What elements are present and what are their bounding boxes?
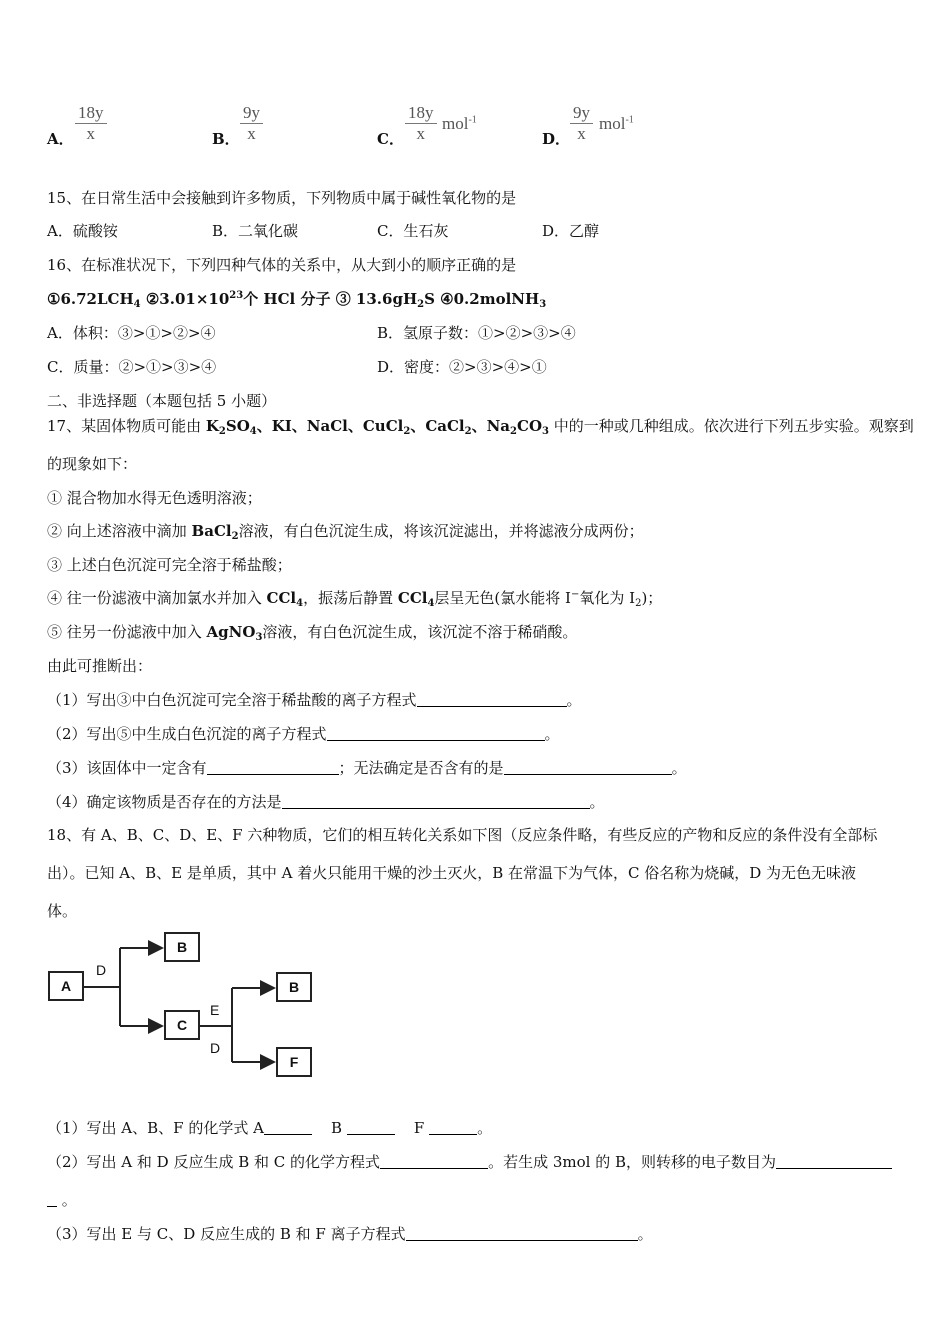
text: （2）写出⑤中生成白色沉淀的离子方程式 xyxy=(47,725,327,743)
sub: 2 xyxy=(403,426,411,437)
q17-line2: 的现象如下： xyxy=(47,455,138,473)
label-d2: D xyxy=(210,1040,221,1056)
text: 。 xyxy=(566,691,582,709)
sub: 2 xyxy=(218,426,226,437)
unit-text: mol xyxy=(599,114,626,133)
q18-part3 xyxy=(47,1223,653,1244)
q16-option-a: A．体积：③>①>②>④ xyxy=(47,324,216,342)
sup: 23 xyxy=(229,290,244,301)
sub: 2 xyxy=(417,299,425,310)
text: （3）写出 E 与 C、D 反应生成的 B 和 F 离子方程式 xyxy=(47,1225,406,1243)
unit-text: mol xyxy=(442,114,469,133)
sub: 3 xyxy=(539,299,547,310)
sub: 2 xyxy=(635,598,642,609)
text: 。若生成 3mol 的 B，则转移的电子数目为 xyxy=(488,1153,776,1171)
text: ④ 往一份滤液中滴加氯水并加入 xyxy=(47,589,267,607)
text: 溶液，有白色沉淀生成，该沉淀不溶于稀硝酸。 xyxy=(262,623,578,641)
text: 层呈无色(氯水能将 I xyxy=(434,589,571,607)
formula: CCl xyxy=(397,589,428,607)
text: 。 xyxy=(61,1191,77,1209)
text: （1）写出 A、B、F 的化学式 A xyxy=(47,1119,264,1137)
text: 。 xyxy=(477,1119,493,1137)
box-c: C xyxy=(164,1010,200,1040)
formula: 、Na xyxy=(471,417,511,435)
answer-blank[interactable] xyxy=(380,1154,488,1169)
answer-blank[interactable] xyxy=(776,1154,892,1169)
unit-exponent: -1 xyxy=(625,114,634,126)
text: 17、某固体物质可能由 xyxy=(47,417,206,435)
formula: 、KI、NaCl、CuCl xyxy=(256,417,404,435)
formula: CO xyxy=(517,417,543,435)
text: 。 xyxy=(637,1225,653,1243)
q15-option-d: D．乙醇 xyxy=(542,222,600,240)
sub: 2 xyxy=(510,426,517,437)
formula: CCl xyxy=(266,589,297,607)
sub: 3 xyxy=(255,632,263,643)
numerator: 18y xyxy=(405,103,437,124)
formula: K xyxy=(205,417,219,435)
sub: 2 xyxy=(231,531,239,542)
numerator: 18y xyxy=(75,103,107,124)
answer-blank[interactable] xyxy=(406,1226,638,1241)
q16-stem: 16、在标准状况下，下列四种气体的关系中，从大到小的顺序正确的是 xyxy=(47,256,517,274)
q15-option-a: A．硫酸铵 xyxy=(47,222,118,240)
answer-blank[interactable] xyxy=(347,1120,395,1135)
q14-option-c-label: C． xyxy=(377,130,404,148)
sub: 4 xyxy=(296,598,304,609)
q15-stem: 15、在日常生活中会接触到许多物质，下列物质中属于碱性氧化物的是 xyxy=(47,189,517,207)
sup: − xyxy=(570,589,580,600)
text: 。 xyxy=(589,793,605,811)
gas-4: ④0.2molNH xyxy=(440,290,540,308)
q18-part2-cont xyxy=(47,1189,77,1210)
text: ，振荡后静置 xyxy=(303,589,398,607)
q15-option-c: C．生石灰 xyxy=(377,222,449,240)
q14-option-b-label: B． xyxy=(212,130,240,148)
text: ② 向上述溶液中滴加 xyxy=(47,522,192,540)
text: （4）确定该物质是否存在的方法是 xyxy=(47,793,282,811)
q18-part1 xyxy=(47,1117,492,1138)
denominator: x xyxy=(247,124,256,143)
q16-option-c: C．质量：②>①>③>④ xyxy=(47,358,217,376)
answer-blank[interactable] xyxy=(47,1192,57,1207)
q16-option-b: B．氢原子数：①>②>③>④ xyxy=(377,324,576,342)
gas-3-rest: S xyxy=(424,290,435,308)
formula: AgNO xyxy=(206,623,256,641)
label-e: E xyxy=(210,1002,220,1018)
q17-step1: ① 混合物加水得无色透明溶液； xyxy=(47,489,262,507)
q14-option-d-label: D． xyxy=(542,130,571,148)
formula: 、CaCl xyxy=(410,417,465,435)
text: 溶液，有白色沉淀生成，将该沉淀滤出，并将滤液分成两份； xyxy=(238,522,644,540)
sub: 4 xyxy=(427,598,435,609)
text: F xyxy=(413,1119,425,1137)
gas-2-rest: 个 HCl 分子 xyxy=(243,290,331,308)
sub: 3 xyxy=(542,426,549,437)
answer-blank[interactable] xyxy=(429,1120,477,1135)
text: ；无法确定是否含有的是 xyxy=(338,759,504,777)
q18-part2 xyxy=(47,1151,892,1172)
numerator: 9y xyxy=(240,103,263,124)
q18-line1: 18、有 A、B、C、D、E、F 六种物质，它们的相互转化关系如下图（反应条件略，有些反应的产物和反应的条件没有全部标 xyxy=(47,826,878,844)
q17-step3: ③ 上述白色沉淀可完全溶于稀盐酸； xyxy=(47,556,292,574)
gas-2: ②3.01×10 xyxy=(145,290,230,308)
sub: 4 xyxy=(249,426,257,437)
sub: 4 xyxy=(133,299,141,310)
text: （3）该固体中一定含有 xyxy=(47,759,207,777)
text: 中的一种或几种组成。依次进行下列五步实验。观察到 xyxy=(548,417,914,435)
box-a: A xyxy=(48,971,84,1001)
q18-line2: 出）。已知 A、B、E 是单质，其中 A 着火只能用干燥的沙土灭火，B 在常温下为气体，C 俗名称为烧碱，D 为无色无味液 xyxy=(47,864,857,882)
q18-line3: 体。 xyxy=(47,902,78,920)
text: （2）写出 A 和 D 反应生成 B 和 C 的化学方程式 xyxy=(47,1153,381,1171)
sub: 2 xyxy=(464,426,472,437)
label-d: D xyxy=(96,962,107,978)
text: 。 xyxy=(544,725,560,743)
denominator: x xyxy=(86,124,95,143)
text: B xyxy=(331,1119,343,1137)
section-heading: 二、非选择题（本题包括 5 小题） xyxy=(47,392,277,410)
box-b2: B xyxy=(276,972,312,1002)
q17-infer: 由此可推断出： xyxy=(47,657,153,675)
box-f: F xyxy=(276,1047,312,1077)
text: 氧化为 I xyxy=(579,589,636,607)
formula: BaCl xyxy=(191,522,232,540)
formula: SO xyxy=(225,417,250,435)
q16-option-d: D．密度：②>③>④>① xyxy=(377,358,547,376)
numerator: 9y xyxy=(570,103,593,124)
q14-option-a-label: A． xyxy=(47,130,74,148)
denominator: x xyxy=(577,124,586,143)
text: 。 xyxy=(671,759,687,777)
gas-3: ③ 13.6gH xyxy=(335,290,418,308)
box-b: B xyxy=(164,932,200,962)
denominator: x xyxy=(416,124,425,143)
gas-1: ①6.72LCH xyxy=(47,290,134,308)
text: ⑤ 往另一份滤液中加入 xyxy=(47,623,207,641)
text: )； xyxy=(641,589,663,607)
answer-blank[interactable] xyxy=(264,1120,312,1135)
text: （1）写出③中白色沉淀可完全溶于稀盐酸的离子方程式 xyxy=(47,691,417,709)
q15-option-b: B．二氧化碳 xyxy=(212,222,299,240)
unit-exponent: -1 xyxy=(468,114,477,126)
